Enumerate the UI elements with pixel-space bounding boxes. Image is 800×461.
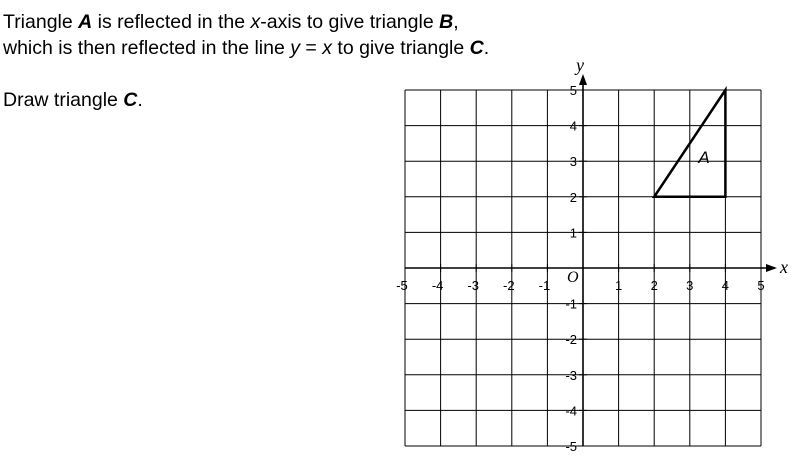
text-run: to give triangle <box>331 37 470 59</box>
text-run: B <box>439 11 454 33</box>
text-run: which is then reflected in the line <box>3 37 291 59</box>
x-tick-label: -5 <box>396 278 408 293</box>
text-run: x <box>322 37 332 59</box>
y-tick-label: -3 <box>565 367 577 383</box>
y-tick-label: 5 <box>569 83 577 98</box>
axes <box>405 74 777 446</box>
x-axis-arrow <box>766 264 777 272</box>
text-run: A <box>78 11 93 33</box>
y-tick-label: 1 <box>569 225 577 241</box>
x-tick-label: 5 <box>757 278 765 293</box>
origin-label: O <box>567 269 579 286</box>
x-tick-label: 1 <box>614 278 623 293</box>
text-run: C <box>123 89 138 111</box>
text-run: x <box>250 11 261 33</box>
y-tick-label: 2 <box>569 189 577 205</box>
text-run: . <box>137 89 143 111</box>
y-axis-label: y <box>576 55 584 75</box>
x-tick-label: -4 <box>431 278 444 293</box>
y-tick-label: -4 <box>565 403 577 419</box>
y-tick-label: -1 <box>565 296 577 312</box>
y-tick-label: 4 <box>569 118 577 134</box>
x-tick-label: 4 <box>721 278 730 293</box>
text-run: , <box>453 11 459 33</box>
y-tick-label: -5 <box>565 439 577 454</box>
text-run: = <box>300 37 323 59</box>
x-tick-label: -3 <box>467 278 479 293</box>
x-axis-label: x <box>780 257 788 277</box>
text-run: . <box>483 37 490 59</box>
text-run: C <box>469 37 484 59</box>
triangle-a-label: A <box>698 147 710 167</box>
text-run: Triangle <box>3 11 79 33</box>
text-run: is reflected in the <box>92 11 251 33</box>
x-tick-label: 3 <box>686 278 694 293</box>
x-tick-label: -2 <box>503 278 515 293</box>
y-tick-label: 3 <box>569 154 577 170</box>
x-tick-label: 2 <box>650 278 658 293</box>
y-tick-label: -2 <box>565 332 577 348</box>
text-run: -axis to give triangle <box>260 11 440 33</box>
text-run: Draw triangle <box>3 89 124 111</box>
y-axis-arrow <box>579 74 587 85</box>
text-run: y <box>290 37 300 59</box>
x-tick-label: -1 <box>538 278 551 293</box>
